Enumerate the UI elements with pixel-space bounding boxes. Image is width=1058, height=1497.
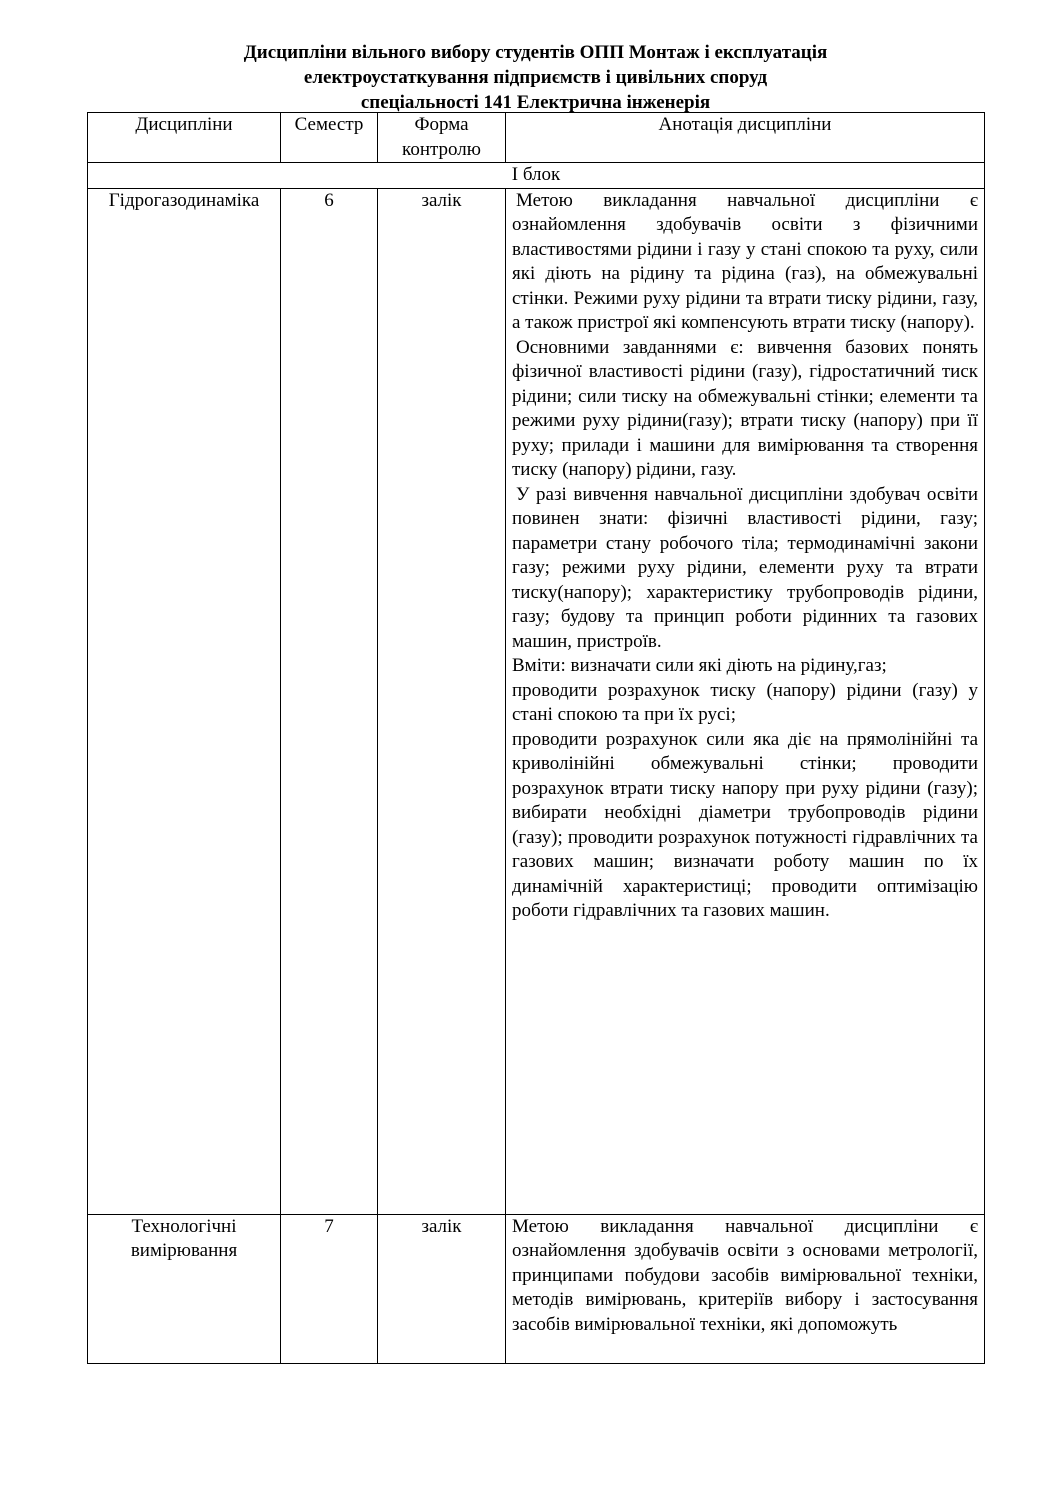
annotation-paragraph: проводити розрахунок тиску (напору) рідини (газу) у стані спокою та при їх русі;	[512, 679, 978, 725]
header-semester: Семестр	[281, 113, 378, 163]
annotation-paragraph: Основними завданнями є: вивчення базових понять фізичної властивості рідини (газу), гідростатичний тиск рідини; сили тиску на обмежувальні стінки; елементи та режими руху рідини(газу); втрати тиску (напору) при її руху; прилади і машини для вимірювання та створення тиску (напору) рідини, газу.	[512, 336, 978, 480]
title-line-3: спеціальності 141 Електрична інженерія	[360, 92, 711, 113]
discipline-name: Гідрогазодинаміка	[88, 188, 281, 1214]
table-header-row	[88, 113, 985, 163]
annotation-paragraph: Метою викладання навчальної дисципліни є ознайомлення здобувачів освіти з основами метрології, принципами побудови засобів вимірювальної техніки, методів вимірювань, критеріїв вибору і застосування засобів вимірювальної техніки, які допоможуть	[512, 1215, 978, 1335]
block-row	[88, 163, 985, 189]
annotation-paragraph: Вміти: визначати сили які діють на рідину,газ;	[512, 655, 887, 676]
table-row	[88, 188, 985, 1214]
semester-value: 6	[281, 188, 378, 1214]
semester-value: 7	[281, 1214, 378, 1363]
header-control-form: Форма контролю	[378, 113, 506, 163]
annotation-paragraph: Метою викладання навчальної дисципліни є ознайомлення здобувачів освіти з фізичними властивостями рідини і газу у стані спокою та руху, сили які діють на рідину та рідина (газ), на обмежувальні стінки. Режими руху рідини та втрати тиску рідини, газу, а також пристрої які компенсують втрати тиску (напору).	[512, 189, 978, 333]
title-line-2: електроустаткування підприємств і цивільних споруд	[303, 67, 768, 88]
disciplines-table	[87, 112, 985, 1364]
control-form-value: залік	[378, 188, 506, 1214]
block-label: І блок	[88, 163, 985, 189]
control-form-value: залік	[378, 1214, 506, 1363]
annotation-cell	[506, 188, 985, 1214]
annotation-paragraph: У разі вивчення навчальної дисципліни здобувач освіти повинен знати: фізичні властивості рідини, газу; параметри стану робочого тіла; термодинамічні закони газу; режими руху рідини, елементи руху та втрати тиску(напору); характеристику трубопроводів рідини, газу; будову та принцип роботи рідинних та газових машин, пристроїв.	[512, 483, 978, 652]
annotation-paragraph: проводити розрахунок сили яка діє на прямолінійні та криволінійні обмежувальні стінки; проводити розрахунок втрати тиску напору при руху рідини (газу); вибирати необхідні діаметри трубопроводів рідини (газу); проводити розрахунок потужності гідравлічних та газових машин; визначати роботу машин по їх динамічній характеристиці; проводити оптимізацію роботи гідравлічних та газових машин.	[512, 728, 978, 921]
title-line-1: Дисципліни вільного вибору студентів ОПП Монтаж і експлуатація	[243, 42, 828, 63]
document-title	[88, 40, 983, 115]
annotation-cell	[506, 1214, 985, 1363]
header-discipline: Дисципліни	[88, 113, 281, 163]
discipline-name: Технологічні вимірювання	[88, 1214, 281, 1363]
table-row	[88, 1214, 985, 1363]
header-annotation: Анотація дисципліни	[506, 113, 985, 163]
